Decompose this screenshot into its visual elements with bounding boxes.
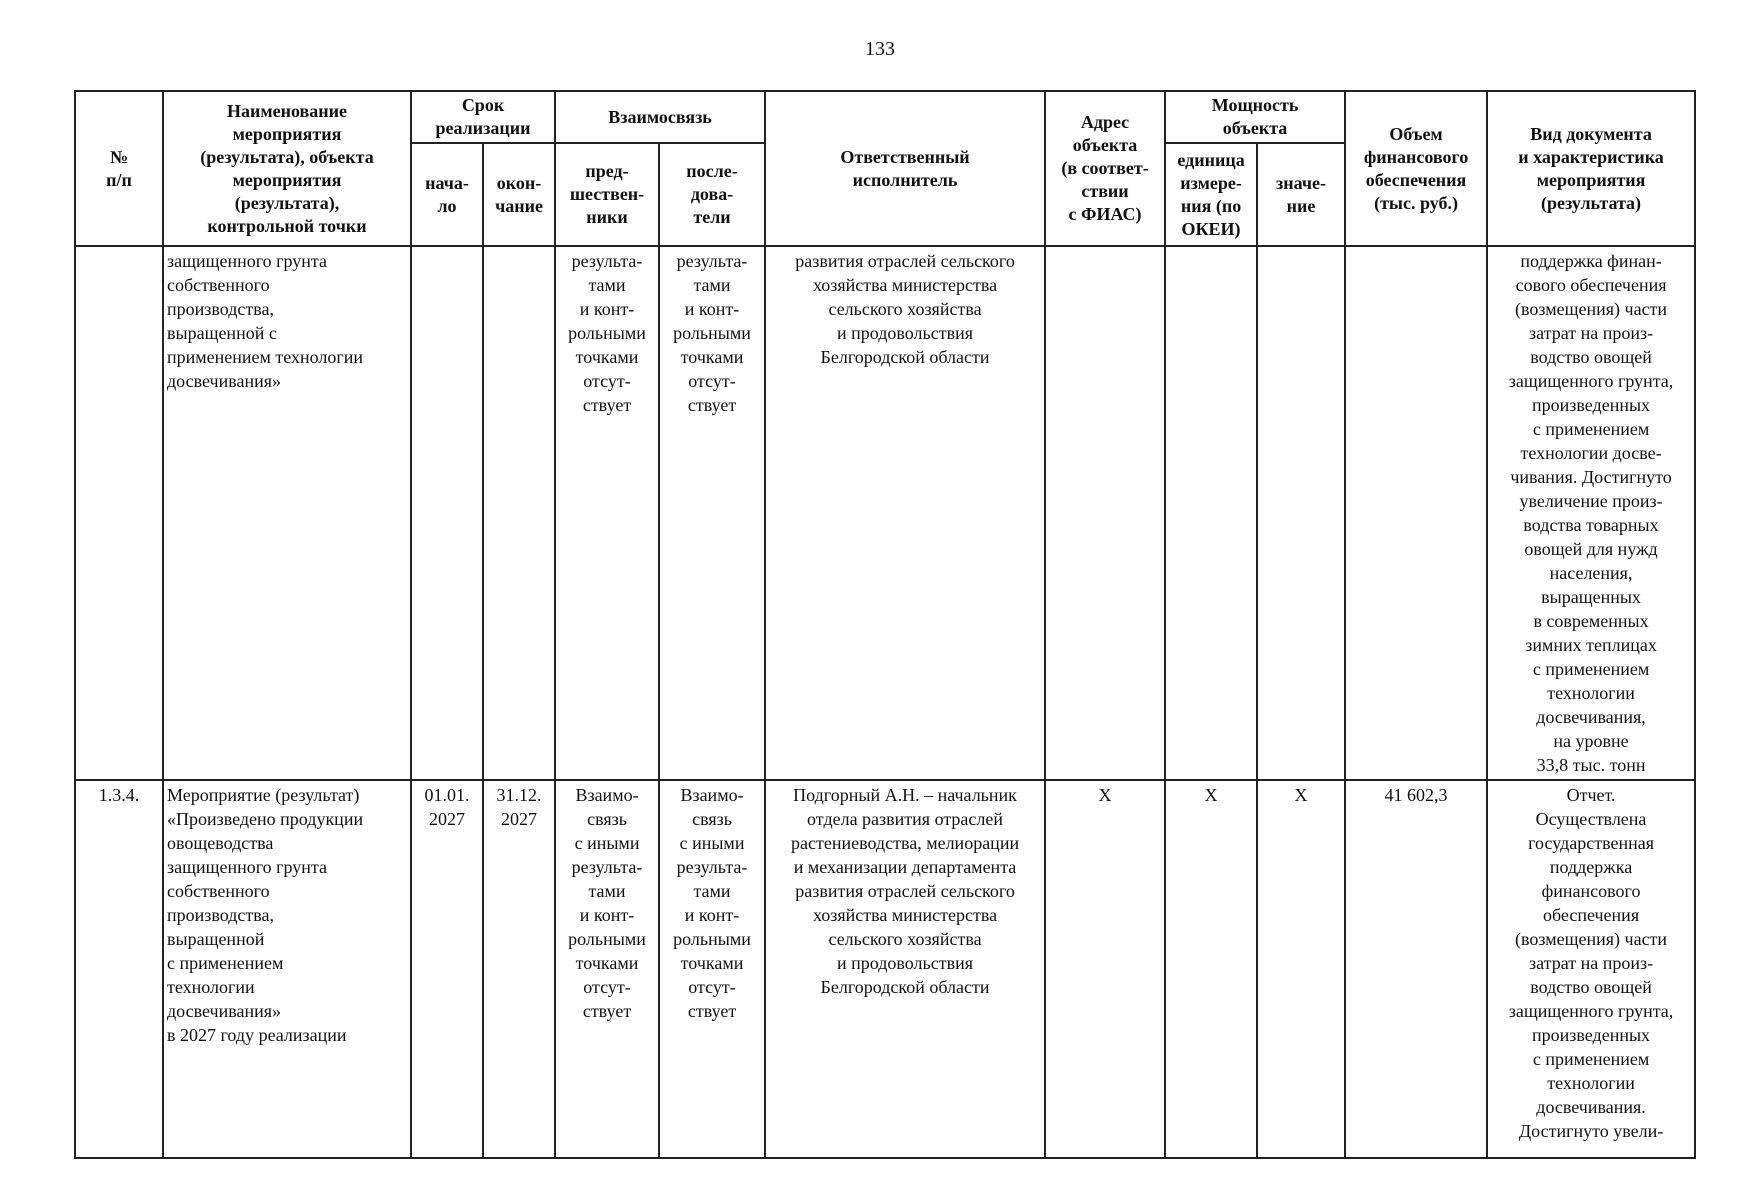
cell-next: Взаимо- связь с иными результа- тами и конт- рольными точками отсут- ствует — [659, 780, 765, 1158]
header-relation-next: после- дова- тели — [659, 143, 765, 246]
cell-unit — [1165, 246, 1257, 780]
header-capacity-unit: единица измере- ния (по ОКЕИ) — [1165, 143, 1257, 246]
cell-prev: результа- тами и конт- рольными точками отсут- ствует — [555, 246, 659, 780]
header-responsible: Ответственный исполнитель — [765, 91, 1045, 246]
cell-responsible: Подгорный А.Н. – начальник отдела развития отраслей растениеводства, мелиорации и механизации департамента развития отраслей сельского хозяйства министерства сельского хозяйства и продовольствия Белгородской области — [765, 780, 1045, 1158]
header-relation-prev: пред- шествен- ники — [555, 143, 659, 246]
cell-name: защищенного грунта собственного производства, выращенной с применением технологии досвечивания» — [163, 246, 411, 780]
cell-address: X — [1045, 780, 1165, 1158]
cell-value: X — [1257, 780, 1345, 1158]
header-term-start: нача- ло — [411, 143, 483, 246]
header-relation: Взаимосвязь — [555, 91, 765, 143]
cell-start — [411, 246, 483, 780]
cell-doc: Отчет. Осуществлена государственная поддержка финансового обеспечения (возмещения) части затрат на произ- водство овощей защищенного грунта, произведенных с применением технологии досвечивания. Достигнуто увели- — [1487, 780, 1695, 1158]
header-doc-type: Вид документа и характеристика мероприятия (результата) — [1487, 91, 1695, 246]
header-row-top — [75, 91, 1695, 143]
header-capacity-value: значе- ние — [1257, 143, 1345, 246]
header-num: № п/п — [75, 91, 163, 246]
page-number: 133 — [865, 38, 895, 60]
cell-num — [75, 246, 163, 780]
measures-table — [74, 90, 1696, 1159]
cell-volume: 41 602,3 — [1345, 780, 1487, 1158]
header-capacity: Мощность объекта — [1165, 91, 1345, 143]
cell-prev: Взаимо- связь с иными результа- тами и конт- рольными точками отсут- ствует — [555, 780, 659, 1158]
cell-unit: X — [1165, 780, 1257, 1158]
header-name: Наименование мероприятия (результата), объекта мероприятия (результата), контрольной точки — [163, 91, 411, 246]
header-term: Срок реализации — [411, 91, 555, 143]
cell-responsible: развития отраслей сельского хозяйства министерства сельского хозяйства и продовольствия Белгородской области — [765, 246, 1045, 780]
table-row — [75, 780, 1695, 1158]
cell-next: результа- тами и конт- рольными точками отсут- ствует — [659, 246, 765, 780]
cell-end: 31.12. 2027 — [483, 780, 555, 1158]
table-row — [75, 246, 1695, 780]
cell-end — [483, 246, 555, 780]
cell-value — [1257, 246, 1345, 780]
header-volume: Объем финансового обеспечения (тыс. руб.) — [1345, 91, 1487, 246]
cell-start: 01.01. 2027 — [411, 780, 483, 1158]
cell-name: Мероприятие (результат) «Произведено продукции овощеводства защищенного грунта собственного производства, выращенной с применением технологии досвечивания» в 2027 году реализации — [163, 780, 411, 1158]
cell-address — [1045, 246, 1165, 780]
header-address: Адрес объекта (в соответ- ствии с ФИАС) — [1045, 91, 1165, 246]
cell-num: 1.3.4. — [75, 780, 163, 1158]
cell-doc: поддержка финан- сового обеспечения (возмещения) части затрат на произ- водство овощей защищенного грунта, произведенных с применением технологии досве- чивания. Достигнуто увеличение произ- водства товарных овощей для нужд населения, выращенных в современных зимних теплицах с применением технологии досвечивания, на уровне 33,8 тыс. тонн — [1487, 246, 1695, 780]
cell-volume — [1345, 246, 1487, 780]
header-term-end: окон- чание — [483, 143, 555, 246]
